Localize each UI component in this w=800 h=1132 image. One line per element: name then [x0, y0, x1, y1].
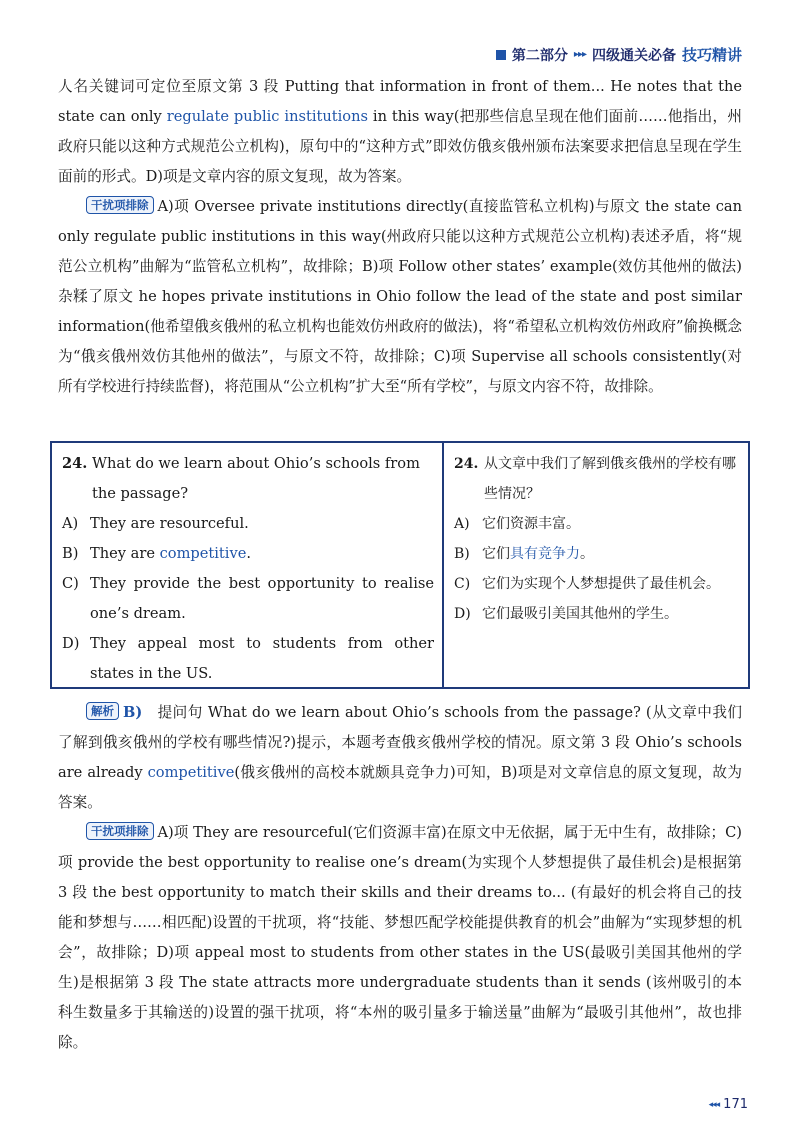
option-label: B) [454, 546, 470, 562]
option-label: D) [62, 635, 80, 652]
option-text: 它们为实现个人梦想提供了最佳机会。 [482, 576, 720, 592]
top-p2-text: A)项 Oversee private institutions directly(直接监管私立机构)与原文 the state can only regulate public institutions in this way(州政府只能以这种方式规范公立机构)表述矛盾，将“规范公立机构”曲解为“监管私立机构”，故排除；B)项 Follow other states’ example(效仿其他州的做法)杂糅了原文 he hopes private institutions in Ohio follow the lead of the state and post similar information(他希望俄亥俄州的私立机构也能效仿州政府的做法)，将“希望私立机构效仿州政府”偷换概念为“俄亥俄州效仿其他州的做法”，与原文不符，故排除；C)项 Supervise all schools consistently(对所有学校进行持续监督)，将范围从“公立机构”扩大至“所有学校”，与原文内容不符，故排除。 [58, 198, 742, 395]
option-text: They appeal most to students from other states in the US. [90, 635, 434, 682]
option-highlight: competitive [159, 545, 247, 562]
option-text: They are resourceful. [90, 515, 249, 532]
option-label: B) [62, 545, 79, 562]
option-label: A) [454, 516, 470, 532]
top-paragraph-2 [58, 192, 742, 402]
option-text-a: They are [90, 545, 160, 562]
header-title-accent: 技巧精讲 [681, 46, 742, 64]
analysis-p1-text-a: 提问句 What do we learn about Ohio’s schools from the passage? (从文章中我们了解到俄亥俄州的学校有哪些情况?)提示，本题考查俄亥俄州学校的情况。原文第 3 段 Ohio’s schools are already [58, 704, 742, 781]
option-label: C) [454, 576, 471, 592]
triple-arrow-left-icon: ◂◂◂ [708, 1099, 720, 1110]
analysis-p1-text-b: (俄亥俄州的高校本就颇具竞争力)可知，B)项是对文章信息的原文复现，故为答案。 [58, 764, 742, 811]
question-stem-en [62, 449, 434, 509]
option-cn-d [454, 599, 740, 629]
question-table [50, 441, 750, 689]
analysis-p2-text: A)项 They are resourceful(它们资源丰富)在原文中无依据，属于无中生有，故排除；C)项 provide the best opportunity to realise one’s dream(为实现个人梦想提供了最佳机会)是根据第 3 段 the best opportunity to match their skills and their dreams to... (有最好的机会将自己的技能和梦想与……相匹配)设置的干扰项，将“技能、梦想匹配学校能提供教育的机会”曲解为“实现梦想的机会”，故排除；D)项 appeal most to students from other states in the US(最吸引美国其他州的学生)是根据第 3 段 The state attracts more undergraduate students than it sends (该州吸引的本科生数量多于其输送的)设置的强干扰项，将“本州的吸引量多于输送量”曲解为“最吸引其他州”，故也排除。 [58, 824, 742, 1051]
triple-arrow-icon: ▸▸▸ [573, 49, 586, 60]
question-analysis [58, 698, 742, 1058]
analysis-tag: 解析 [86, 702, 119, 720]
running-header [496, 44, 742, 65]
distractor-tag: 干扰项排除 [86, 196, 154, 214]
analysis-paragraph-1 [58, 698, 742, 818]
option-text: 它们最吸引美国其他州的学生。 [482, 606, 678, 622]
question-stem-cn-text: 从文章中我们了解到俄亥俄州的学校有哪些情况？ [484, 456, 736, 502]
square-bullet-icon [496, 50, 506, 60]
option-text: They provide the best opportunity to realise one’s dream. [90, 575, 434, 622]
question-chinese-column [444, 443, 748, 687]
option-highlight: 具有竞争力 [510, 546, 580, 562]
question-number-cn: 24. [454, 456, 479, 472]
option-en-c [62, 569, 434, 629]
top-p1-text-b: in this way(把那些信息呈现在他们面前……他指出，州政府只能以这种方式规范公立机构)，原句中的“这种方式”即效仿俄亥俄州颁布法案要求把信息呈现在学生面前的形式。D)项是文章内容的原文复现，故为答案。 [58, 108, 742, 185]
option-text [482, 539, 740, 569]
analysis-p1-highlight: competitive [147, 764, 235, 781]
question-number: 24. [62, 455, 88, 472]
option-label: A) [62, 515, 79, 532]
top-p1-highlight: regulate public institutions [166, 108, 368, 125]
option-text-a: 它们 [482, 546, 510, 562]
option-en-d [62, 629, 434, 689]
option-cn-b [454, 539, 740, 569]
option-label: C) [62, 575, 79, 592]
option-text-b: . [246, 545, 251, 562]
option-cn-c [454, 569, 740, 599]
option-text-b: 。 [580, 546, 594, 562]
distractor-tag-2: 干扰项排除 [86, 822, 154, 840]
top-paragraph-1 [58, 72, 742, 192]
option-en-a [62, 509, 434, 539]
top-p1-text-a: 人名关键词可定位至原文第 3 段 Putting that information in front of them... He notes that the state can only [58, 78, 742, 125]
question-stem-cn [454, 449, 740, 509]
header-section: 第二部分 [511, 47, 568, 64]
option-text [90, 539, 434, 569]
analysis-paragraph-2 [58, 818, 742, 1058]
option-text: 它们资源丰富。 [482, 516, 580, 532]
page-number [709, 1097, 748, 1112]
question-english-column [52, 443, 444, 687]
answer-label: B) [123, 704, 143, 721]
question-stem-en-text: What do we learn about Ohio’s schools from the passage? [92, 455, 420, 502]
top-analysis [58, 72, 742, 402]
header-title: 四级通关必备 [591, 47, 676, 64]
option-cn-a [454, 509, 740, 539]
option-label: D) [454, 606, 471, 622]
page-number-value: 171 [723, 1097, 748, 1112]
option-en-b [62, 539, 434, 569]
